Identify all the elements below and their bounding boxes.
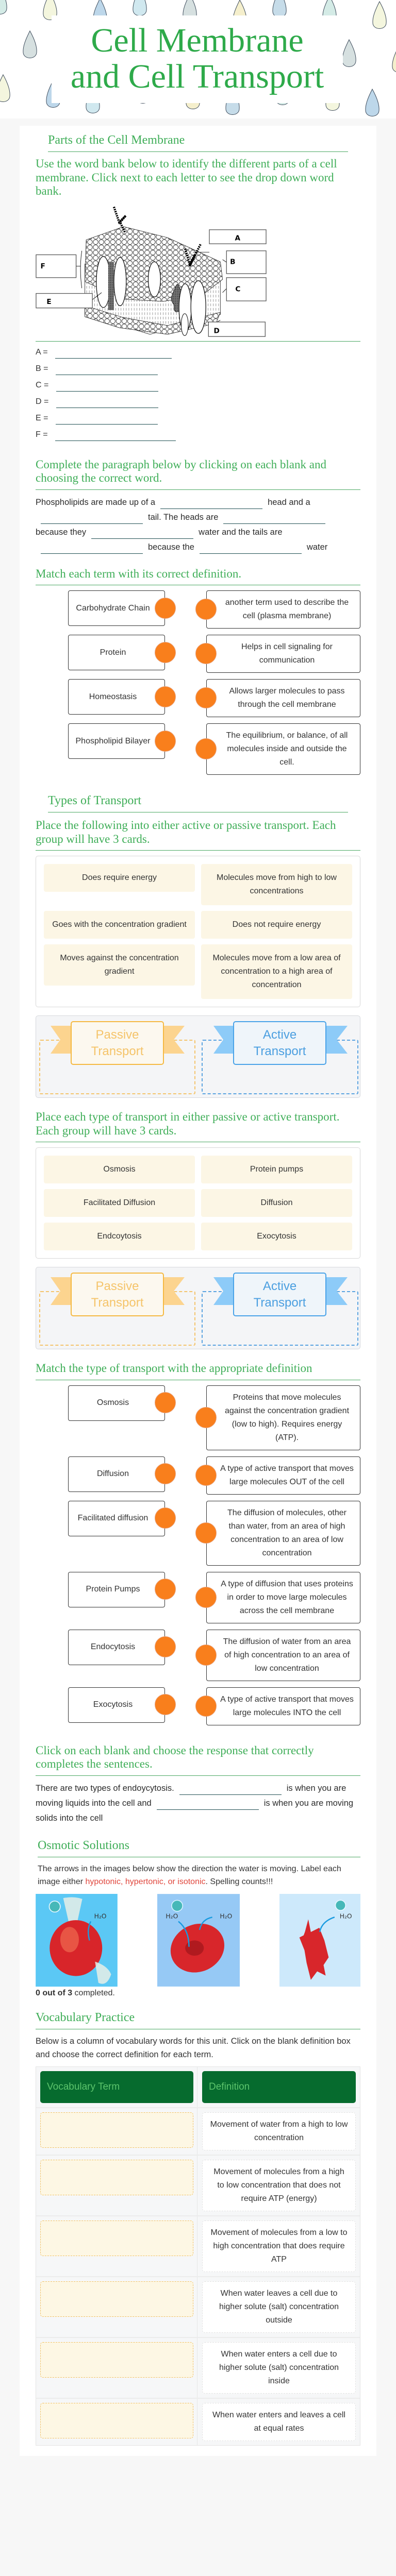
raindrop-decoration — [373, 2, 386, 29]
sort-card[interactable]: Does require energy — [44, 864, 195, 892]
match-term[interactable] — [68, 1501, 165, 1536]
connector-dot[interactable] — [155, 1636, 176, 1657]
paragraph-blank-1[interactable] — [160, 497, 262, 509]
hypertonic-cell-image[interactable] — [279, 1894, 360, 1987]
vocab-definition[interactable]: When water enters and leaves a cell at equal rates — [202, 2403, 356, 2441]
completion-status — [36, 1989, 360, 1998]
term-drop-zone[interactable] — [40, 2221, 193, 2256]
match-term[interactable] — [68, 1630, 165, 1665]
match-definition[interactable] — [206, 1501, 360, 1566]
page-bottom-spacer — [0, 2456, 396, 2466]
sort-card[interactable]: Does not require energy — [201, 911, 352, 939]
match-definition[interactable] — [206, 1456, 360, 1495]
match-row — [36, 635, 360, 673]
table-row — [36, 2215, 360, 2276]
term-drop-zone[interactable] — [40, 2112, 193, 2148]
passive-transport-label: Passive Transport — [71, 1273, 164, 1316]
paragraph-text: because they — [36, 527, 87, 537]
connector-dot[interactable] — [195, 738, 217, 759]
cell-membrane-diagram — [36, 202, 267, 337]
divider — [36, 1775, 360, 1776]
answer-row-a — [36, 347, 360, 363]
vocab-instructions: Below is a column of vocabulary words for this unit. Click on the blank definition box and choose the correct definition for each term. — [36, 2036, 351, 2059]
sort1-heading: Place the following into either active or passive transport. Each group will have 3 cards. — [36, 819, 336, 845]
paragraph-blank-3[interactable] — [223, 512, 325, 524]
definition-text: The diffusion of molecules, other than water, from an area of high concentration to an area of low concentration — [227, 1508, 346, 1557]
table-row — [36, 2337, 360, 2398]
paragraph-blank-2[interactable] — [41, 512, 143, 524]
answer-dropdown-b[interactable] — [56, 363, 158, 375]
active-transport-label: Active Transport — [233, 1273, 326, 1316]
label-c: C — [235, 284, 241, 293]
raindrop-decoration — [273, 0, 286, 18]
connector-dot[interactable] — [195, 1587, 217, 1608]
sort-card[interactable]: Endcoytosis — [44, 1223, 195, 1250]
endo-heading: Click on each blank and choose the response that correctly completes the sentences. — [36, 1743, 314, 1770]
connector-dot[interactable] — [155, 731, 176, 752]
section-heading-osmotic: Osmotic Solutions — [38, 1838, 130, 1852]
connector-dot[interactable] — [195, 599, 217, 620]
connector-dot[interactable] — [195, 1696, 217, 1717]
term-text: Facilitated diffusion — [77, 1514, 148, 1522]
answer-dropdown-e[interactable] — [56, 413, 158, 425]
connector-dot[interactable] — [155, 1579, 176, 1600]
title-box — [52, 15, 343, 103]
term-text: Exocytosis — [93, 1700, 133, 1709]
definition-text: A type of active transport that moves large molecules OUT of the cell — [220, 1464, 354, 1486]
types-section-header — [48, 793, 348, 812]
fill-in-paragraph — [36, 495, 360, 555]
passive-transport-label: Passive Transport — [71, 1021, 164, 1065]
label-f: F — [40, 262, 45, 270]
match2-list — [36, 1385, 360, 1725]
isotonic-cell-image[interactable] — [157, 1894, 240, 1987]
connector-dot[interactable] — [195, 687, 217, 708]
term-text: Protein — [100, 648, 126, 657]
section-heading-types: Types of Transport — [48, 794, 141, 807]
sort-drop-area — [36, 1015, 360, 1098]
match-definition[interactable] — [206, 1630, 360, 1681]
match-term[interactable] — [68, 1687, 165, 1723]
definition-text: Helps in cell signaling for communication — [241, 642, 333, 665]
label-d: D — [213, 326, 220, 335]
column-header-term: Vocabulary Term — [40, 2071, 193, 2103]
definition-cell — [197, 2338, 360, 2398]
match-row — [36, 723, 360, 775]
term-cell — [36, 2216, 197, 2276]
sort-card[interactable]: Goes with the concentration gradient — [44, 911, 195, 939]
raindrop-decoration — [23, 31, 37, 58]
definition-text: another term used to describe the cell (plasma membrane) — [225, 598, 349, 620]
paragraph-text: Phospholipids are made up of a — [36, 497, 156, 507]
term-text: Diffusion — [97, 1469, 129, 1478]
definition-text: A type of diffusion that uses proteins in order to move large molecules across the cell membrane — [221, 1579, 353, 1615]
answer-label: D = — [36, 397, 49, 406]
section-heading-vocab: Vocabulary Practice — [36, 2010, 135, 2024]
paragraph-text: head and a — [268, 497, 310, 507]
parts-section-header — [48, 133, 348, 152]
vocab-definition[interactable]: When water leaves a cell due to higher solute (salt) concentration outside — [202, 2281, 356, 2333]
match-heading: Match each term with its correct definition. — [36, 567, 242, 580]
table-row — [36, 2155, 360, 2215]
definition-cell — [197, 2108, 360, 2155]
match-term[interactable] — [68, 679, 165, 715]
sort2-heading: Place each type of transport in either passive or active transport. Each group will have 3 cards. — [36, 1110, 340, 1137]
definition-text: The diffusion of water from an area of high concentration to an area of low concentration — [223, 1637, 351, 1673]
vocab-definition[interactable]: Movement of molecules from a high to low concentration that does not require ATP (energy) — [202, 2160, 356, 2211]
match-row — [36, 590, 360, 629]
label-e: E — [46, 297, 52, 306]
instruction-text: The arrows in the images below show the direction the water is moving. Label each image either — [38, 1864, 341, 1886]
label-b: B — [230, 257, 236, 266]
match-term[interactable] — [68, 723, 165, 759]
match-row — [36, 1630, 360, 1681]
match-definition[interactable] — [206, 723, 360, 775]
completed-count: 0 out of 3 — [36, 1988, 73, 1997]
term-cell — [36, 2338, 197, 2398]
connector-dot[interactable] — [155, 642, 176, 663]
definition-text: Proteins that move molecules against the concentration gradient (low to high). Requires energy (ATP). — [224, 1393, 350, 1442]
term-text: Phospholipid Bilayer — [75, 736, 151, 745]
match1-list — [36, 590, 360, 775]
match-row — [36, 1501, 360, 1566]
connector-dot[interactable] — [195, 643, 217, 664]
raindrop-decoration — [366, 89, 379, 116]
definition-cell — [197, 2399, 360, 2445]
definition-text: The equilibrium, or balance, of all molecules inside and outside the cell. — [226, 731, 348, 767]
match-row — [36, 1572, 360, 1623]
term-drop-zone[interactable] — [40, 2403, 193, 2438]
answer-dropdown-d[interactable] — [56, 396, 158, 408]
sort-card[interactable]: Exocytosis — [201, 1223, 352, 1250]
match-definition[interactable] — [206, 635, 360, 673]
term-text: Homeostasis — [89, 692, 137, 701]
answer-row-f — [36, 429, 360, 446]
section-heading-parts: Parts of the Cell Membrane — [48, 133, 185, 147]
raindrop-decoration — [0, 75, 10, 102]
raindrop-decoration — [342, 40, 356, 67]
raindrop-decoration — [0, 0, 7, 14]
hypotonic-cell-image[interactable] — [36, 1894, 118, 1987]
connector-dot[interactable] — [155, 1463, 176, 1484]
answer-dropdown-f[interactable] — [55, 429, 176, 441]
term-cell — [36, 2156, 197, 2215]
answer-label: B = — [36, 364, 48, 373]
answer-label: C = — [36, 380, 49, 389]
sort-card[interactable]: Molecules move from high to low concentrations — [201, 864, 352, 905]
sort-card[interactable]: Facilitated Diffusion — [44, 1189, 195, 1217]
sort-drop-area — [36, 1267, 360, 1349]
page-title-line2: and Cell Transport — [70, 58, 324, 95]
answer-row-d — [36, 396, 360, 413]
osmotic-images — [36, 1894, 360, 1987]
header-cell — [197, 2067, 360, 2107]
paragraph-text: because the — [148, 542, 194, 552]
table-row — [36, 2107, 360, 2155]
divider — [36, 489, 360, 490]
term-cell — [36, 2399, 197, 2445]
h2o-label: H₂O — [166, 1912, 178, 1920]
answer-row-e — [36, 413, 360, 429]
divider — [36, 341, 360, 342]
answer-row-c — [36, 380, 360, 396]
sort-card[interactable]: Osmosis — [44, 1156, 195, 1183]
paragraph-blank-5[interactable] — [41, 542, 143, 554]
term-drop-zone[interactable] — [40, 2281, 193, 2317]
match-term[interactable] — [68, 1385, 165, 1421]
vocab-definition[interactable]: Movement of molecules from a low to high concentration that does require ATP — [202, 2221, 356, 2272]
paragraph-blank-4[interactable] — [91, 527, 193, 539]
connector-dot[interactable] — [195, 1645, 217, 1666]
connector-dot[interactable] — [195, 1407, 217, 1428]
paragraph-text: water and the tails are — [199, 527, 283, 537]
sort-card[interactable]: Molecules move from a low area of concentration to a high area of concentration — [201, 944, 352, 999]
raindrop-decoration — [392, 45, 396, 73]
header-banner — [0, 0, 396, 118]
match-definition[interactable] — [206, 590, 360, 629]
card-bank — [36, 856, 360, 1007]
term-drop-zone[interactable] — [40, 2160, 193, 2195]
osmotic-section — [38, 1838, 360, 1889]
paragraph-text: is when you are moving liquids into the cell and — [36, 1783, 346, 1808]
vocab-definition[interactable]: Movement of water from a high to low concentration — [202, 2112, 356, 2150]
osmotic-instructions — [38, 1862, 360, 1889]
connector-dot[interactable] — [155, 598, 176, 619]
answer-label: A = — [36, 347, 48, 357]
term-text: Protein Pumps — [86, 1585, 140, 1594]
match-row — [36, 1687, 360, 1725]
paragraph-text: tail. The heads are — [148, 512, 219, 522]
endo-blank-2[interactable] — [157, 1798, 259, 1810]
term-cell — [36, 2108, 197, 2155]
endo-paragraph — [36, 1781, 360, 1826]
h2o-label: H₂O — [94, 1912, 107, 1920]
instruction-text: . Spelling counts!!! — [205, 1877, 273, 1886]
answer-list — [36, 347, 360, 446]
paragraph-blank-6[interactable] — [200, 542, 302, 554]
match-definition[interactable] — [206, 1687, 360, 1725]
definition-cell — [197, 2156, 360, 2215]
paragraph-text: is when you are moving solids into the cell — [36, 1798, 354, 1823]
sort-card[interactable]: Protein pumps — [201, 1156, 352, 1183]
term-text: Osmosis — [96, 1398, 129, 1407]
match2-heading: Match the type of transport with the appropriate definition — [36, 1362, 312, 1375]
match-row — [36, 679, 360, 717]
match-term[interactable] — [68, 635, 165, 670]
term-cell — [36, 2277, 197, 2337]
definition-text: Allows larger molecules to pass through the cell membrane — [229, 687, 345, 709]
table-header-row — [36, 2067, 360, 2107]
highlight-text: hypotonic, hypertonic, or isotonic — [85, 1877, 206, 1886]
paragraph-text: There are two types of endoycytosis. — [36, 1783, 174, 1793]
paragraph-heading: Complete the paragraph below by clicking on each blank and choosing the correct word. — [36, 457, 326, 484]
term-drop-zone[interactable] — [40, 2342, 193, 2378]
endo-blank-1[interactable] — [179, 1783, 282, 1795]
connector-dot[interactable] — [155, 1507, 176, 1529]
match-term[interactable] — [68, 1572, 165, 1607]
connector-dot[interactable] — [155, 1392, 176, 1413]
match-row — [36, 1456, 360, 1495]
match-definition[interactable] — [206, 1572, 360, 1623]
answer-label: F = — [36, 430, 48, 439]
match-row — [36, 1385, 360, 1450]
answer-dropdown-a[interactable] — [55, 347, 172, 359]
match-definition[interactable] — [206, 679, 360, 717]
vocab-definition[interactable]: When water enters a cell due to higher solute (salt) concentration inside — [202, 2342, 356, 2394]
answer-label: E = — [36, 413, 48, 422]
connector-dot[interactable] — [155, 1694, 176, 1715]
header-cell — [36, 2067, 197, 2107]
vocab-table — [36, 2066, 360, 2446]
table-row — [36, 2276, 360, 2337]
card-bank — [36, 1147, 360, 1259]
active-transport-label: Active Transport — [233, 1021, 326, 1065]
match-term[interactable] — [68, 590, 165, 626]
term-text: Carbohydrate Chain — [76, 603, 150, 613]
connector-dot[interactable] — [195, 1522, 217, 1544]
page-title-line1: Cell Membrane — [91, 22, 304, 59]
content-card — [20, 126, 376, 2456]
sort-card[interactable]: Moves against the concentration gradient — [44, 944, 195, 986]
definition-text: A type of active transport that moves large molecules INTO the cell — [220, 1694, 354, 1717]
term-text: Endocytosis — [90, 1642, 136, 1651]
answer-dropdown-c[interactable] — [56, 380, 158, 392]
raindrop-decoration — [133, 0, 146, 16]
h2o-label: H₂O — [339, 1912, 352, 1920]
definition-cell — [197, 2277, 360, 2337]
table-row — [36, 2398, 360, 2445]
divider — [48, 151, 348, 152]
completed-suffix: completed. — [72, 1988, 115, 1997]
column-header-definition: Definition — [202, 2071, 356, 2103]
sort-card[interactable]: Diffusion — [201, 1189, 352, 1217]
h2o-label: H₂O — [220, 1912, 233, 1920]
answer-row-b — [36, 363, 360, 380]
divider — [36, 850, 360, 851]
connector-dot[interactable] — [195, 1465, 217, 1486]
paragraph-text: water — [306, 542, 328, 552]
connector-dot[interactable] — [155, 686, 176, 707]
label-a: A — [235, 233, 241, 242]
definition-cell — [197, 2216, 360, 2276]
match-term[interactable] — [68, 1456, 165, 1492]
parts-instructions: Use the word bank below to identify the different parts of a cell membrane. Click next to each letter to see the drop down word bank. — [36, 157, 337, 197]
match-definition[interactable] — [206, 1385, 360, 1450]
